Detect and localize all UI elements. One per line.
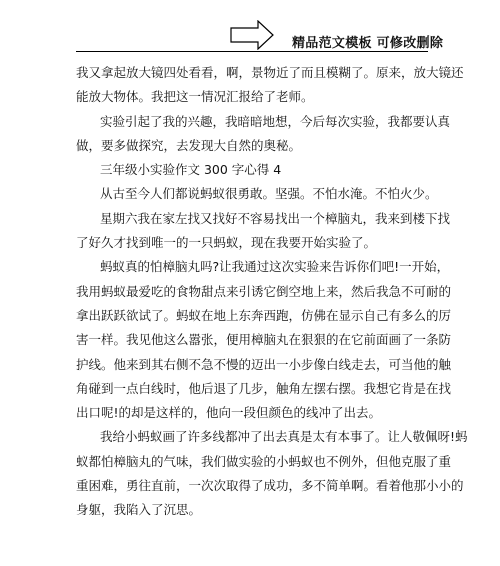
text-line: 护线。他来到其右侧不急不慢的迈出一小步像白线走去，可当他的触 bbox=[76, 356, 452, 372]
text-line: 我给小蚂蚁画了许多线都冲了出去真是太有本事了。让人敬佩呀!蚂 bbox=[100, 429, 468, 445]
text-line: 身躯，我陷入了沉思。 bbox=[76, 502, 202, 518]
text-line: 出口呢!的却是这样的，他向一段但颜色的线冲了出去。 bbox=[76, 405, 382, 421]
document-body bbox=[76, 61, 468, 523]
text-line: 了好久才找到唯一的一只蚂蚁，现在我要开始实验了。 bbox=[76, 235, 377, 251]
page-header bbox=[76, 20, 444, 54]
text-line: 蚁都怕樟脑丸的气味，我们做实验的小蚂蚁也不例外，但他克服了重 bbox=[76, 453, 452, 469]
text-line: 我又拿起放大镜四处看看，啊，景物近了而且模糊了。原来，放大镜还 bbox=[76, 65, 464, 80]
text-line: 害一样。我见他这么嚣张，便用樟脑丸在狠狠的在它前面画了一条防 bbox=[76, 332, 452, 348]
text-line: 蚂蚁真的怕樟脑丸吗?让我通过这次实验来告诉你们吧!一开始， bbox=[100, 259, 450, 275]
text-line: 拿出跃跃欲试了。蚂蚁在地上东奔西跑，仿佛在显示自己有多么的厉 bbox=[76, 307, 452, 323]
text-line: 实验引起了我的兴趣，我暗暗地想，今后每次实验，我都要认真 bbox=[100, 113, 451, 129]
section-heading: 三年级小实验作文 300 字心得 4 bbox=[100, 162, 282, 178]
text-line: 能放大物体。我把这一情况汇报给了老师。 bbox=[76, 89, 314, 105]
text-line: 重困难，勇往直前，一次次取得了成功，多不简单啊。看着他那小小的 bbox=[76, 478, 464, 494]
text-line: 角碰到一点白线时，他后退了几步，触角左摆右摆。我想它肯是在找 bbox=[76, 380, 452, 396]
text-line: 做，要多做探究，去发现大自然的奥秘。 bbox=[76, 137, 302, 153]
header-title: 精品范文模板 可修改删除 bbox=[292, 36, 444, 51]
right-arrow-icon bbox=[230, 20, 274, 50]
text-line: 我用蚂蚁最爱吃的食物甜点来引诱它倒空地上来，然后我急不可耐的 bbox=[76, 283, 452, 299]
header-rule bbox=[76, 51, 428, 52]
text-line: 星期六我在家左找又找好不容易找出一个樟脑丸，我来到楼下找 bbox=[100, 210, 451, 226]
text-line: 从古至今人们都说蚂蚁很勇敢。坚强。不怕水淹。不怕火少。 bbox=[100, 186, 438, 202]
